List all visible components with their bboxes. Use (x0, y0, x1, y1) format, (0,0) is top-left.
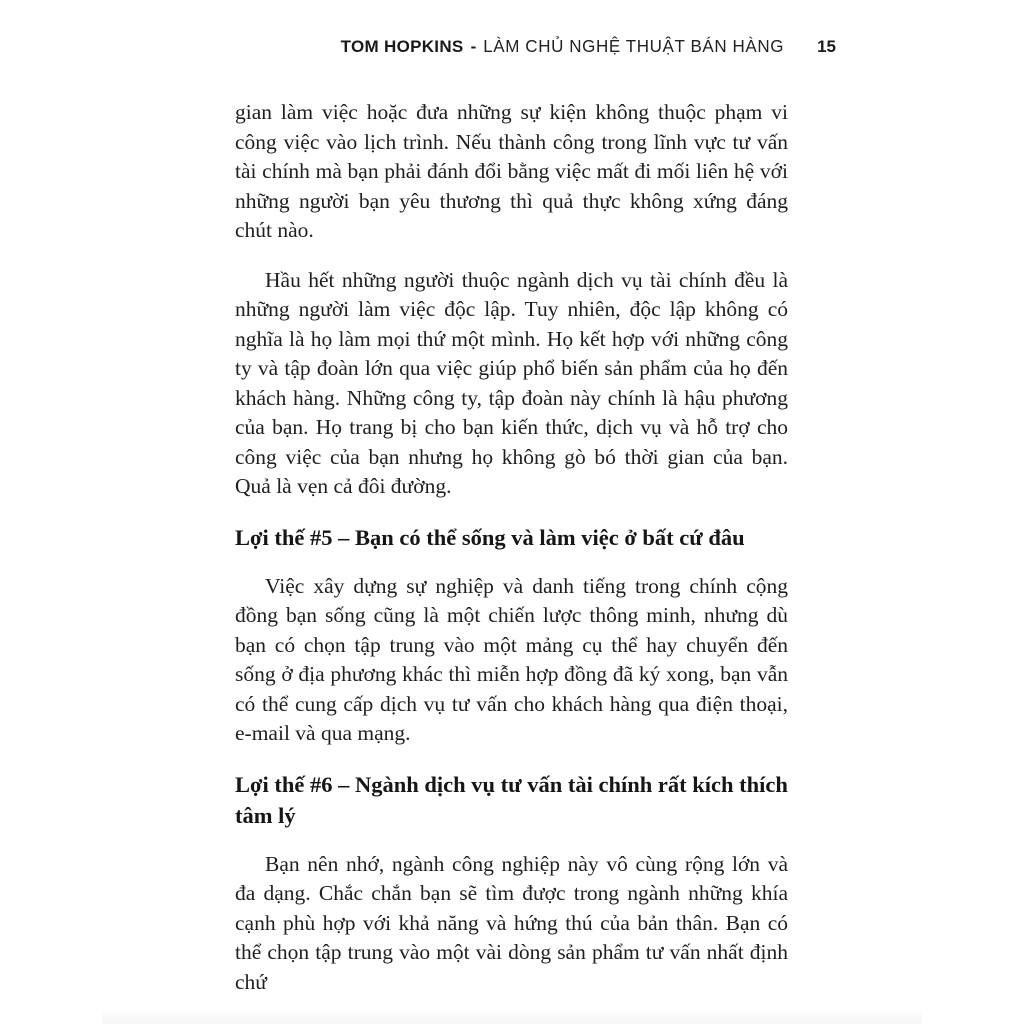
header-separator: - (470, 37, 477, 56)
section-heading-advantage-5: Lợi thế #5 – Bạn có thể sống và làm việc ở bất cứ đâu (235, 524, 745, 550)
header-author: TOM HOPKINS (340, 37, 464, 56)
header-book-title: LÀM CHỦ NGHỆ THUẬT BÁN HÀNG (483, 36, 785, 57)
page-number: 15 (817, 37, 836, 56)
body-paragraph: Việc xây dựng sự nghiệp và danh tiếng trong chính cộng đồng bạn sống cũng là một chiến lược thông minh, nhưng dù bạn có chọn tập trung vào một mảng cụ thể hay chuyển đến sống ở địa phương khác thì miễn hợp đồng đã ký xong, bạn vẫn có thể cung cấp dịch vụ tư vấn cho khách hàng qua điện thoại, e-mail và qua mạng. (235, 573, 788, 745)
page-content (235, 98, 788, 1017)
body-paragraph: Hầu hết những người thuộc ngành dịch vụ tài chính đều là những người làm việc độc lập. Tuy nhiên, độc lập không có nghĩa là họ làm mọi thứ một mình. Họ kết hợp với những công ty và tập đoàn lớn qua việc giúp phổ biến sản phẩm của họ đến khách hàng. Những công ty, tập đoàn này chính là hậu phương của bạn. Họ trang bị cho bạn kiến thức, dịch vụ và hỗ trợ cho công việc của bạn nhưng họ không gò bó thời gian của bạn. Quả là vẹn cả đôi đường. (235, 267, 788, 498)
section-heading-advantage-6: Lợi thế #6 – Ngành dịch vụ tư vấn tài chính rất kích thích tâm lý (235, 771, 788, 828)
running-header (341, 37, 836, 57)
body-paragraph: Bạn nên nhớ, ngành công nghiệp này vô cùng rộng lớn và đa dạng. Chắc chắn bạn sẽ tìm được trong ngành những khía cạnh phù hợp với khả năng và hứng thú của bản thân. Bạn có thể chọn tập trung vào một vài dòng sản phẩm tư vấn nhất định chứ (235, 851, 788, 994)
body-paragraph-continuation: gian làm việc hoặc đưa những sự kiện không thuộc phạm vi công việc vào lịch trình. Nếu thành công trong lĩnh vực tư vấn tài chính mà bạn phải đánh đổi bằng việc mất đi mối liên hệ với những người bạn yêu thương thì quả thực không xứng đáng chút nào. (235, 100, 788, 242)
